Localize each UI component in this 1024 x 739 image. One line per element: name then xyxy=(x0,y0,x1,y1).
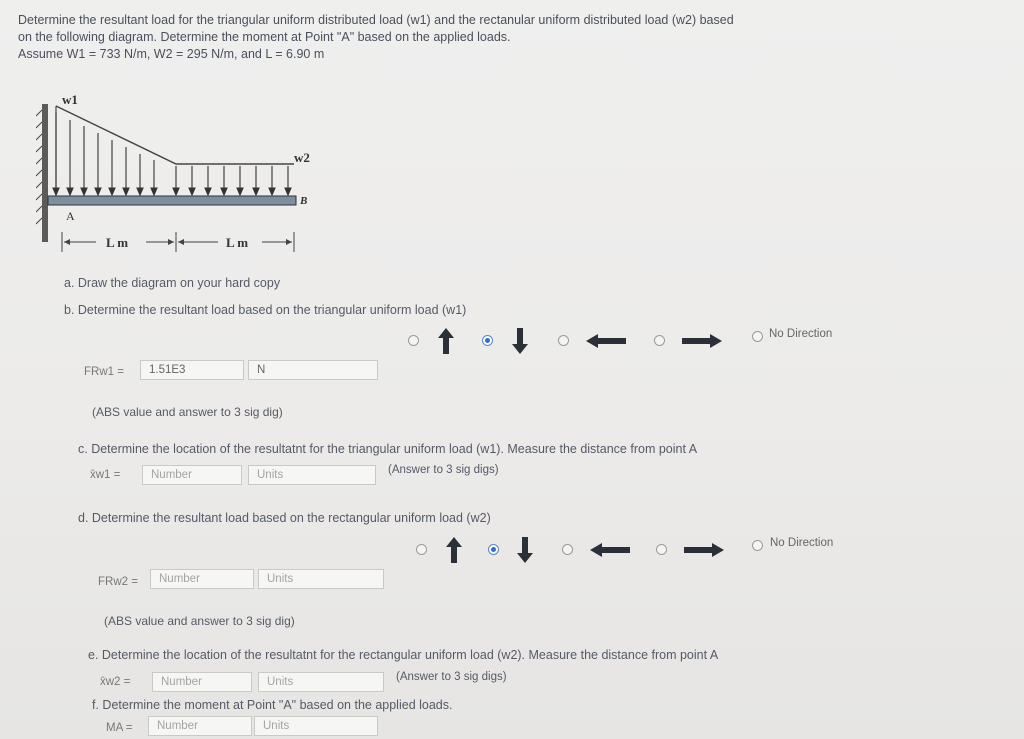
radio-no-direction-w2[interactable] xyxy=(752,540,763,551)
radio-left-w2[interactable] xyxy=(562,544,573,555)
xw1-number-input[interactable]: Number xyxy=(142,465,242,485)
no-direction-label: No Direction xyxy=(769,328,833,340)
radio-right-w2[interactable] xyxy=(656,544,667,555)
xw1-label: x̄w1 = xyxy=(90,469,121,481)
part-a-text: a. Draw the diagram on your hard copy xyxy=(64,276,281,290)
arrow-up-icon xyxy=(438,328,454,354)
radio-down-w2[interactable] xyxy=(488,544,499,555)
radio-left-w1[interactable] xyxy=(558,335,569,346)
dimension-left: L m xyxy=(106,235,129,250)
frw2-units-input[interactable]: Units xyxy=(258,569,384,589)
radio-up-w2[interactable] xyxy=(416,544,427,555)
xw1-units-input[interactable]: Units xyxy=(248,465,376,485)
radio-up-w1[interactable] xyxy=(408,335,419,346)
part-e-text: e. Determine the location of the resultatnt for the rectangular uniform load (w2). Measure the distance from point A xyxy=(88,648,719,662)
wall-support xyxy=(42,104,48,242)
problem-line-1: Determine the resultant load for the triangular uniform distributed load (w1) and the rectanular uniform distributed load (w2) based xyxy=(18,13,734,27)
xw2-label: x̄w2 = xyxy=(100,676,131,688)
arrow-down-icon xyxy=(512,328,528,354)
ma-number-input[interactable]: Number xyxy=(148,716,252,736)
arrow-up-icon xyxy=(446,537,462,563)
frw1-label: FRw1 = xyxy=(84,366,124,378)
arrow-right-icon xyxy=(682,334,722,348)
part-b-text: b. Determine the resultant load based on the triangular uniform load (w1) xyxy=(64,303,467,317)
dimension-right: L m xyxy=(226,235,249,250)
problem-line-3: Assume W1 = 733 N/m, W2 = 295 N/m, and L = 6.90 m xyxy=(18,47,325,61)
part-d-text: d. Determine the resultant load based on the rectangular uniform load (w2) xyxy=(78,511,491,525)
no-direction-label: No Direction xyxy=(770,537,834,549)
arrow-right-icon xyxy=(684,543,724,557)
point-b-label: B xyxy=(300,195,308,207)
part-c-text: c. Determine the location of the resultatnt for the triangular uniform load (w1). Measure the distance from point A xyxy=(78,442,698,456)
frw1-note: (ABS value and answer to 3 sig dig) xyxy=(92,405,283,419)
load-profile xyxy=(56,106,294,164)
point-a-label: A xyxy=(66,209,75,223)
problem-line-2: on the following diagram. Determine the moment at Point "A" based on the applied loads. xyxy=(18,30,511,44)
beam-diagram xyxy=(36,92,336,262)
arrow-left-icon xyxy=(590,543,630,557)
xw2-note: (Answer to 3 sig digs) xyxy=(396,671,507,683)
ma-label: MA = xyxy=(106,722,133,734)
frw2-label: FRw2 = xyxy=(98,576,138,588)
frw2-note: (ABS value and answer to 3 sig dig) xyxy=(104,614,295,628)
w2-label: w2 xyxy=(294,150,310,165)
ma-units-input[interactable]: Units xyxy=(254,716,378,736)
w1-label: w1 xyxy=(62,92,78,107)
frw2-number-input[interactable]: Number xyxy=(150,569,254,589)
xw2-number-input[interactable]: Number xyxy=(152,672,252,692)
xw1-note: (Answer to 3 sig digs) xyxy=(388,464,499,476)
radio-down-w1[interactable] xyxy=(482,335,493,346)
problem-statement xyxy=(18,12,978,63)
radio-right-w1[interactable] xyxy=(654,335,665,346)
load-arrows xyxy=(53,112,291,195)
frw1-units-input[interactable]: N xyxy=(248,360,378,380)
radio-no-direction-w1[interactable] xyxy=(752,331,763,342)
part-f-text: f. Determine the moment at Point "A" based on the applied loads. xyxy=(92,698,453,712)
frw1-value-input[interactable]: 1.51E3 xyxy=(140,360,244,380)
arrow-down-icon xyxy=(517,537,533,563)
direction-options-w1 xyxy=(0,328,1024,352)
direction-options-w2 xyxy=(0,537,1024,561)
arrow-left-icon xyxy=(586,334,626,348)
beam xyxy=(48,196,296,205)
xw2-units-input[interactable]: Units xyxy=(258,672,384,692)
